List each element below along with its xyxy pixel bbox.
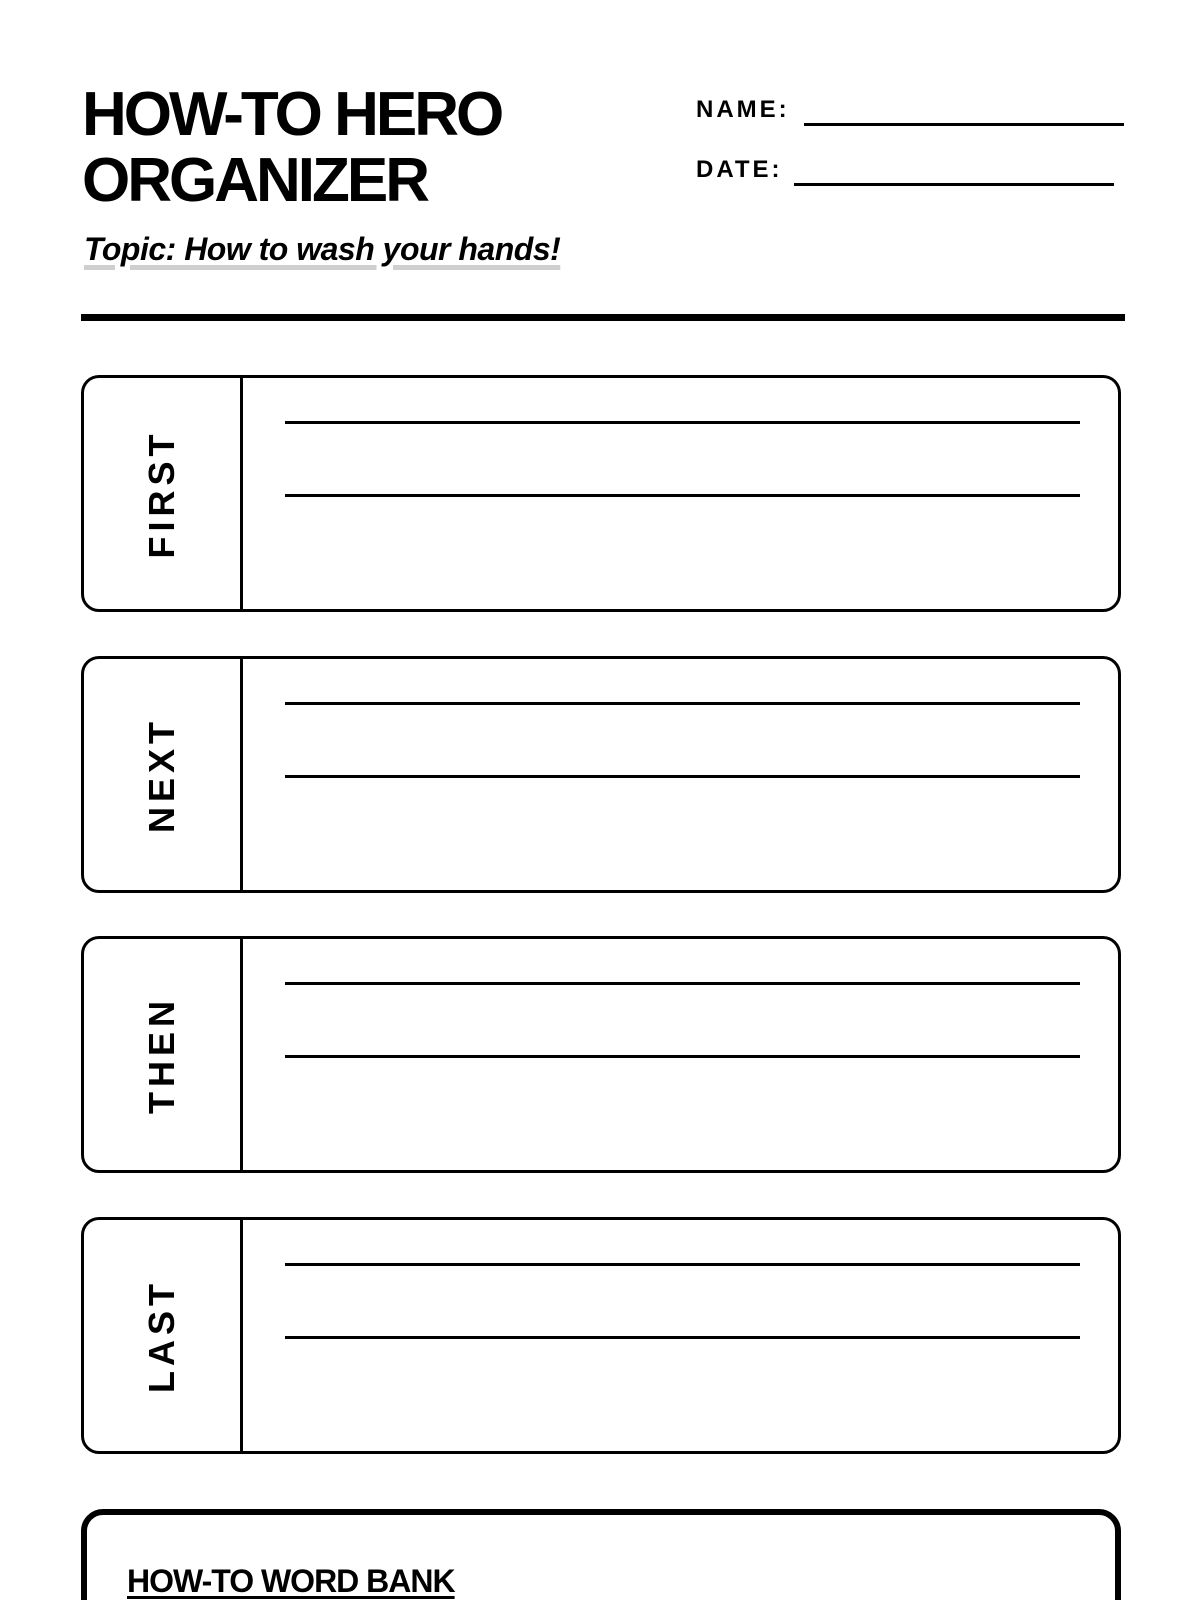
write-line[interactable] [285,494,1080,497]
step-label-column [84,939,243,1170]
topic-text: Topic: How to wash your hands! [84,231,561,267]
name-write-line[interactable] [804,123,1124,126]
word-bank-title: HOW-TO WORD BANK [127,1563,455,1599]
title-line-2: ORGANIZER [82,146,427,215]
page-title [82,82,642,214]
step-label-column [84,378,243,609]
write-line[interactable] [285,702,1080,705]
step-box-first [81,375,1121,612]
write-line[interactable] [285,421,1080,424]
write-line[interactable] [285,1055,1080,1058]
step-label-column [84,1220,243,1451]
step-box-then [81,936,1121,1173]
step-label-first: FIRST [141,429,182,558]
write-line[interactable] [285,1336,1080,1339]
write-line[interactable] [285,1263,1080,1266]
date-label: DATE: [696,156,783,183]
word-bank-box [81,1509,1121,1600]
write-line[interactable] [285,982,1080,985]
step-box-next [81,656,1121,893]
write-line[interactable] [285,775,1080,778]
step-label-column [84,659,243,890]
step-box-last [81,1217,1121,1454]
step-label-next: NEXT [141,716,182,833]
step-label-last: LAST [141,1278,182,1393]
name-label: NAME: [696,96,790,123]
date-write-line[interactable] [794,183,1114,186]
title-line-1: HOW-TO HERO [82,80,502,149]
step-label-then: THEN [141,995,182,1114]
header-divider [81,314,1125,321]
